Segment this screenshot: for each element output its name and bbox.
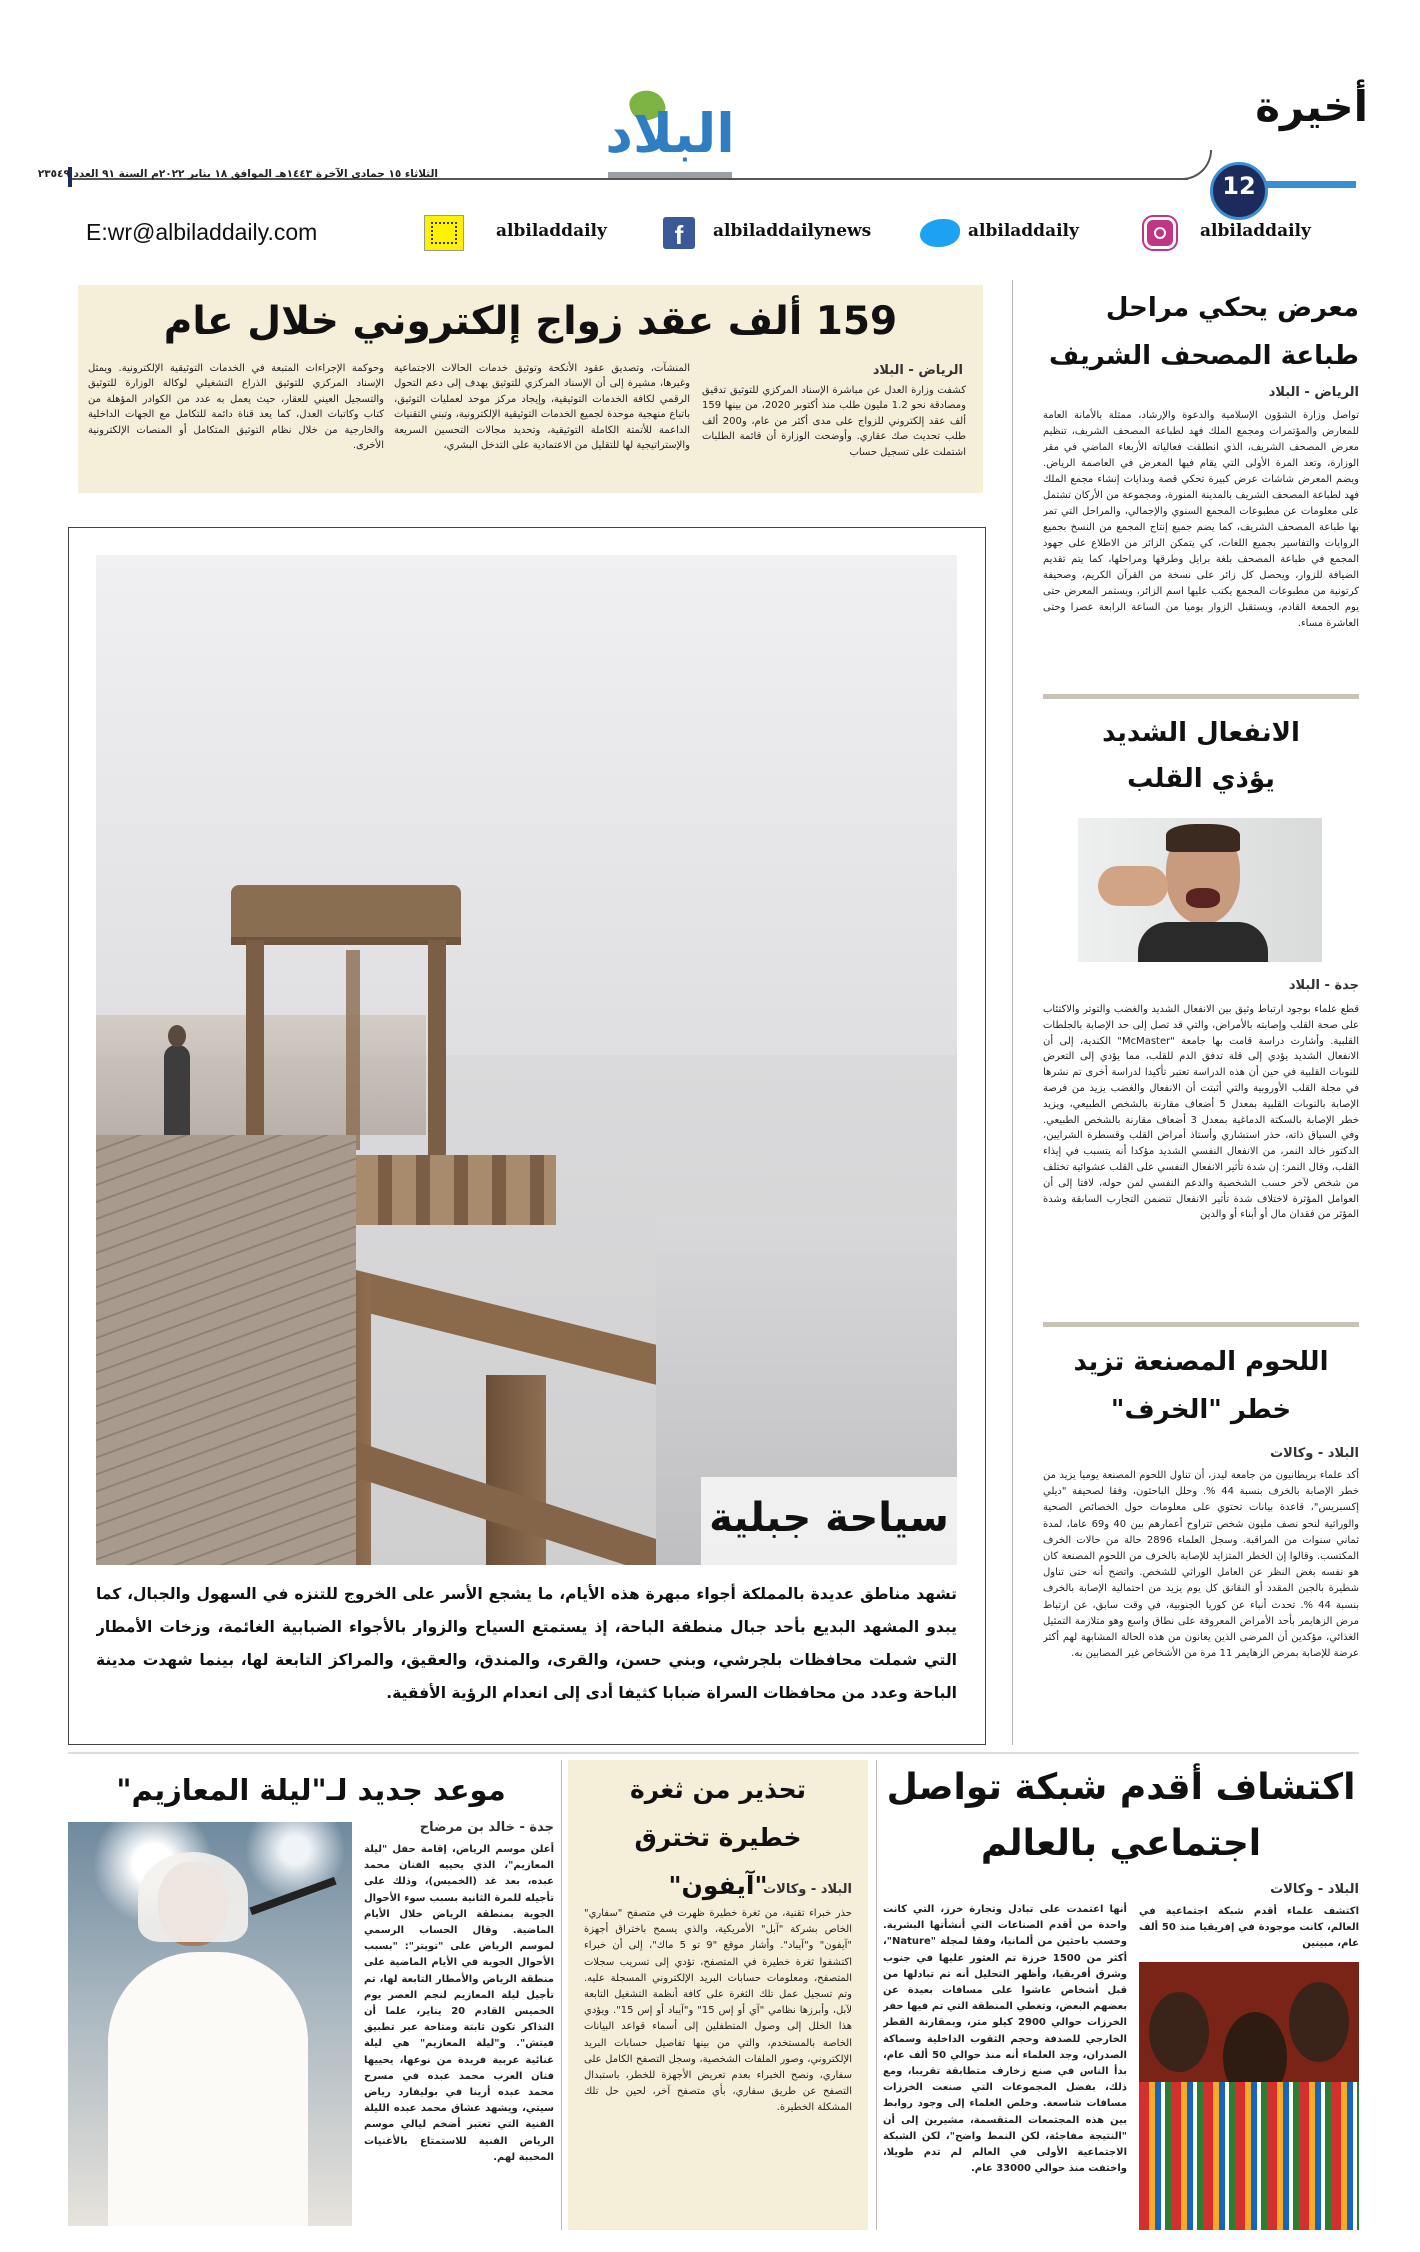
- photo-caption: تشهد مناطق عديدة بالمملكة أجواء مبهرة هذه الأيام، ما يشجع الأسر على الخروج للتنزه في السهول والجبال، كما يبدو المشهد البديع بأحد جبال منطقة الباحة، إذ يستمتع السياح والزوار بالأجواء الضبابية الغائمة، وزخات الأمطار التي شملت محافظات بلجرشي، وبني حسن، والقرى، والمندق، والعقيق، والمراكز التابعة لها، بينما شهدت مدينة الباحة وعدد من محافظات السراة ضبابا كثيفا أدى إلى انعدام الرؤية الأفقية.: [96, 1585, 957, 1702]
- section-title: أخيرة: [1255, 82, 1368, 131]
- story-b-headline: تحذير من ثغرة خطيرة تخترق "آيفون": [630, 1775, 806, 1900]
- angry-man-photo: [1078, 818, 1322, 962]
- snapchat-link[interactable]: [420, 215, 645, 251]
- logo: [600, 90, 740, 180]
- story-c-body: أعلن موسم الرياض، إقامة حفل "ليلة المعازيم"، الذي يحييه الفنان محمد عبده، بعد غد (الخميس)، وذلك على تأجيله للمرة الثانية بسبب سوء الأحوال الجوية بمنطقة الرياض خلال الأيام الماضية. وقال الحساب الرسمي لموسم الرياض على "تويتر": "بسبب الأحوال الجوية في الأيام الماضية على منطقة الرياض والأمطار التابعة لها، تم تأجيل ليلة المعازيم لنجم العصر يوم الخميس القادم 20 يناير، علما أن التذاكر تكون ثابتة ومتاحة عبر تطبيق فيتش". و"ليلة المعازيم" هي ليلة غنائية عربية فريدة من نوعها، يحييها فنان العرب محمد عبده في مسرح محمد عبده أرينا في بوليفارد رياض سيتي، ويشهد عشاق محمد عبده الليلة الفنية التي تعتبر أضخم ليالي موسم الرياض الفنية للاستمتاع بالأغنيات المحببة لهم.: [364, 1844, 554, 2163]
- story3-byline: البلاد - وكالات: [1270, 1446, 1359, 1461]
- top-story-headline: 159 ألف عقد زواج إلكتروني خلال عام: [163, 299, 898, 344]
- story-c-headline: موعد جديد لـ"ليلة المعازيم": [116, 1773, 506, 1807]
- instagram-icon: [1144, 217, 1176, 249]
- top-story-col3: وحوكمة الإجراءات المتبعة في الخدمات التوثيقية الإلكترونية. ويمثل الإسناد المركزي للتوثيق الذراع التشغيلي لوكالة الوزارة للتوثيق والتسجيل العيني للعقار، حيث يعمل به عدد من الكوادر المؤهلة من كتاب وكاتبات العدل، كما يعد قناة دائمة للتكامل مع الجهات الداخلية والخارجية من خلال نظام التوثيق المتكامل أو المنصات الإلكترونية الأخرى.: [88, 363, 384, 452]
- story-b-byline: البلاد - وكالات: [763, 1882, 852, 1897]
- divider-right-2: [1043, 1322, 1359, 1327]
- column-divider: [1012, 280, 1013, 1745]
- visitor-head: [168, 1025, 186, 1047]
- story-a-body-right: اكتشف علماء أقدم شبكة اجتماعية في العالم، كانت موجودة في إفريقيا منذ 50 ألف عام، مبينين: [1139, 1906, 1359, 1949]
- bottom-story-c: [68, 1760, 554, 2230]
- facebook-link[interactable]: [655, 215, 905, 251]
- page-number: 12: [1222, 172, 1256, 200]
- logo-text: البلاد: [605, 102, 735, 165]
- story1-byline: الرياض - البلاد: [1268, 385, 1359, 400]
- logo-underline: [608, 172, 732, 178]
- mountain-fog-photo: [96, 555, 957, 1565]
- angry-man-hair: [1166, 824, 1240, 852]
- story1-body: تواصل وزارة الشؤون الإسلامية والدعوة والإرشاد، ممثلة بالأمانة العامة للمعارض والمؤتمرات ومجمع الملك فهد لطباعة المصحف الشريف، تنظيم معرض المصحف الشريف، الذي انطلقت فعالياته الأربعاء الماضي في مقر الوزارة، وتعد المرة الأولى التي يقام فيها المعرض في العاصمة الرياض. ويضم المعرض شاشات عرض كبيرة تحكي قصة وبدايات إنشاء مجمع الملك فهد لطباعة المصحف الشريف بالمدينة المنورة، ومجموعة من الأركان تشتمل على معلومات عن مطبوعات المجمع السنوي والإجمالي، والمراحل التي تمر بها طباعة المصحف الشريف، كما يضم جميع إنتاج المجمع من النسخ بجميع الروايات والتفاسير بجميع اللغات، كي يتمكن الزائر من الاطلاع على جهود المجمع في طباعة المصحف بلغة برايل وطرقها ومراحلها، كما يتم تقديم الضيافة للزوار، ويحصل كل زائر على نسخة من القرآن الكريم، وصحيفة كرتونية من مطبوعات المجمع يكتب عليها اسم الزائر، ويستمر المعرض حتى يوم الجمعة القادم، ويستقبل الزوار يوميا من الساعة الرابعة عصرا وحتى العاشرة مساء.: [1043, 410, 1359, 629]
- story2-byline: جدة - البلاد: [1288, 978, 1359, 993]
- fog-haze: [96, 555, 957, 1055]
- twitter-handle: albiladdaily: [968, 221, 1079, 241]
- instagram-handle: albiladdaily: [1200, 221, 1311, 241]
- email-link[interactable]: E:wr@albiladdaily.com: [86, 219, 318, 245]
- top-story-col2: المنشآت، وتصديق عقود الأنكحة وتوثيق خدمات الحالات الاجتماعية وغيرها، مشيرة إلى أن الإسناد المركزي للتوثيق يهدف إلى دعم التحول الرقمي لكافة الخدمات التوثيقية، وإيجاد مركز موحد لعمليات التوثيق، باتباع منهجية موحدة لجميع الخدمات التوثيقية الإلكترونية، وتبني التقنيات الداعمة للأتمتة الكاملة التوثيقية، وتحديد مجالات التحسين السريعة والإستراتيجية لها للتقليل من الاعتمادية على التدخل البشري،: [394, 363, 690, 452]
- facebook-handle: albiladdailynews: [713, 221, 872, 241]
- bottom-story-a: [883, 1760, 1359, 2230]
- maasai-figure-1: [1149, 1992, 1209, 2072]
- top-story-byline: الرياض - البلاد: [872, 363, 963, 378]
- divider-right-1: [1043, 694, 1359, 699]
- story2-headline: الانفعال الشديد يؤذي القلب: [1102, 718, 1300, 794]
- story-a-headline: اكتشاف أقدم شبكة تواصل اجتماعي بالعالم: [886, 1767, 1356, 1864]
- singer-headdress: [138, 1852, 248, 1942]
- header: [0, 0, 1420, 205]
- top-story: [78, 285, 983, 493]
- story-c-byline: جدة - خالد بن مرضاح: [419, 1820, 554, 1835]
- gazebo-post-right: [428, 940, 446, 1180]
- angry-man-mouth: [1186, 888, 1220, 908]
- bottom-divider-1: [876, 1760, 877, 2230]
- maasai-beads: [1139, 2082, 1359, 2230]
- singer-robe: [108, 1952, 308, 2226]
- brick-path: [96, 1135, 356, 1565]
- photo-feature: [68, 527, 986, 1745]
- twitter-icon: [920, 219, 960, 247]
- story3-headline: اللحوم المصنعة تزيد خطر "الخرف": [1073, 1347, 1329, 1425]
- singer-photo: [68, 1822, 352, 2226]
- angry-man-hand: [1098, 866, 1168, 906]
- right-story-2: [1043, 710, 1359, 1330]
- maasai-figure-3: [1289, 1982, 1349, 2062]
- photo-label: سياحة جبلية: [709, 1495, 949, 1541]
- story2-body: قطع علماء بوجود ارتباط وثيق بين الانفعال الشديد والغضب والتوتر والاكتئاب على صحة القلب وإصابته بالأمراض، والتي قد تصل إلى حد الإصابة بالجلطات القلبية. وأشارت دراسة قامت بها جامعة "McMaster" الكندية، إلى أن الانفعال الشديد يؤدي إلى قلة تدفق الدم للقلب، مما يؤدي إلى التعرض للنوبات القلبية في حين أن هذه الدراسة تعتبر تأكيدا لدراسة أخرى تم نشرها في مجلة القلب الأوروبية والتي أثبتت أن الانفعال والغضب يزيد من فرصة الإصابة بالنوبات القلبية بمعدل 5 أضعاف مقارنة بالشخص الطبيعي، ويزيد خطر الإصابة بالسكتة الدماغية بمعدل 3 أضعاف مقارنة بالشخص الطبيعي. وفي السياق ذاته، حذر استشاري وأستاذ أمراض القلب وقسطرة الشرايين، الدكتور خالد النمر، من الانفعال النفسي الشديد مؤكدا أنه يتسبب في إيذاء القلب، وقال النمر: إن شدة تأثير الانفعال النفسي على القلب عشوائية تختلف من شخص لآخر حسب الشخصية والدعم النفسي لمن حوله، لافتا إلى أن العوامل المؤثرة لاختلاف شدة تأثير الانفعال تتضمن التجارب السابقة وشدة المؤثر من فقدان مال أو أبناء أو والدين: [1043, 1004, 1359, 1221]
- maasai-photo: [1139, 1962, 1359, 2230]
- bottom-story-b: [568, 1760, 868, 2230]
- date-line: الثلاثاء ١٥ جمادى الآخرة ١٤٤٣هـ الموافق ١٨ يناير ٢٠٢٢م السنة ٩١ العدد ٢٣٥٤٩: [37, 168, 438, 180]
- story1-headline: معرض يحكي مراحل طباعة المصحف الشريف: [1049, 293, 1359, 371]
- gazebo-post-mid: [346, 950, 360, 1150]
- visitor-figure: [164, 1045, 190, 1145]
- snapchat-handle: albiladdaily: [496, 221, 607, 241]
- story-a-byline: البلاد - وكالات: [1270, 1882, 1359, 1897]
- story-b-body: حذر خبراء تقنية، من ثغرة خطيرة ظهرت في متصفح "سفاري" الخاص بشركة "آبل" الأمريكية، والذي يسمح باختراق أجهزة "آيفون" و"آيباد". وأشار موقع "9 تو 5 ماك"، إلى أن خبراء اكتشفوا ثغرة خطيرة في المتصفح، تؤدي إلى تسريب سجلات المتصفح، ومعلومات حسابات البريد الإلكتروني المسجلة عليه. وتم تسجيل عمل تلك الثغرة على كافة أنظمة التشغيل التابعة لآبل، وأبرزها نظامي "آي أو إس 15" و"آيباد أو إس 15". ويؤدي هذا الخلل إلى وصول المتطفلين إلى أسماء قواعد البيانات الخاصة بالمستخدم، والتي من بينها تفاصيل حسابات البريد الإلكتروني، وصور الملفات الشخصية، وسجل التصفح الكامل على سفاري، ونصح الخبراء بعدم تعريض الأجهزة للخطر، باستبدال التصفح عن طريق سفاري، بأي متصفح آخر، لحين حل تلك المشكلة الخطيرة.: [584, 1908, 852, 2114]
- story-a-body-left: أنها اعتمدت على تبادل وتجارة خرز، التي كانت واحدة من أقدم الصناعات التي أنشأتها البشرية. وحسب باحثين من ألمانيا، وفقا لمجلة "Nature"، أكثر من 1500 خرزة تم العثور عليها في جنوب وشرق أفريقيا، وأظهر التحليل أنه تم تبادلها من قبل أشخاص عاشوا على مسافات بعيدة عن بعضهم البعض، وتغطي المنطقة التي تم فيها حفر الخرزات حوالي 2900 كيلو متر، وبمقارنة القطر الخارجي للصدفة وحجم الثقوب الداخلية وسماكة الصدران، وجد العلماء أنه منذ حوالي 50 ألف عام، بدأ الناس في صنع زخارف متطابقة تقريبا، ومع ذلك، بفضل المجموعات التي صنعت الخرزات مسافات شاسعة. وخلص العلماء إلى وجود روابط بين هذه المجتمعات المتقسمة، مشيرين إلى أن "النتيجة مفاجئة، لكن النمط واضح"، لكن الشبكة الاجتماعية الأولى في العالم لم تدم طويلا، واختفت منذ حوالي 33000 عام.: [883, 1904, 1127, 2175]
- divider-bottom: [68, 1752, 1359, 1754]
- bottom-divider-2: [561, 1760, 562, 2230]
- gazebo-roof: [231, 885, 461, 945]
- instagram-link[interactable]: [1140, 215, 1360, 251]
- angry-man-shirt: [1138, 922, 1268, 962]
- facebook-icon: f: [663, 217, 695, 249]
- story3-body: أكد علماء بريطانيون من جامعة ليدز، أن تناول اللحوم المصنعة يوميا يزيد من خطر الإصابة بالخرف بنسبة 44 %. وحلل الباحثون، وفقا لصحيفة "ديلي إكسبريس"، قاعدة بيانات تحتوي على معلومات حول الخصائص الصحية والوراثية لنحو نصف مليون شخص تتراوح أعمارهم بين 40 و69 عاما، لمدة ثماني سنوات من المراقبة. وسجل العلماء 2896 حالة من حالات الخرف المكتسب. وقالوا إن الخطر المتزايد للإصابة بالخرف من اللحوم المصنعة كان هو نفسه بغض النظر عن العامل الوراثي للشخص. واتضح أنه حتى تناول شطيرة بالجبن المقدد أو النقانق كل يوم يزيد من احتمالية الإصابة بالخرف بنسبة 44 %. تحدث أنباء عن كوريا الجنوبية، في وقت سابق، عن ارتباط مرض الزهايمر بأحد الأمراض المعروفة على نطاق واسع وهو متلازمة التمثيل الغذائي، مؤكدين أن المرضى الذين يعانون من هذه الحالة المشابهة لهم أكثر عرضة للإصابة بمرض الزهايمر 11 مرة من الأشخاص غير المصابين به.: [1043, 1470, 1359, 1660]
- date-rule-curve: [1152, 150, 1212, 180]
- snapchat-icon: [424, 215, 464, 251]
- right-story-3: [1043, 1338, 1359, 1738]
- social-bar: [0, 215, 1420, 255]
- top-story-col1: كشفت وزارة العدل عن مباشرة الإسناد المركزي للتوثيق تدقيق ومصادقة نحو 1.2 مليون طلب منذ أكتوبر 2020، من بينها 159 ألف عقد إلكتروني للزواج على مدى أكثر من عام، و200 ألف طلب تحديث صك عقاري. وأوضحت الوزارة أن قائمة الطلبات اشتملت على تسجيل حساب: [702, 385, 966, 458]
- right-story-1: [1043, 280, 1359, 690]
- twitter-link[interactable]: [918, 215, 1128, 251]
